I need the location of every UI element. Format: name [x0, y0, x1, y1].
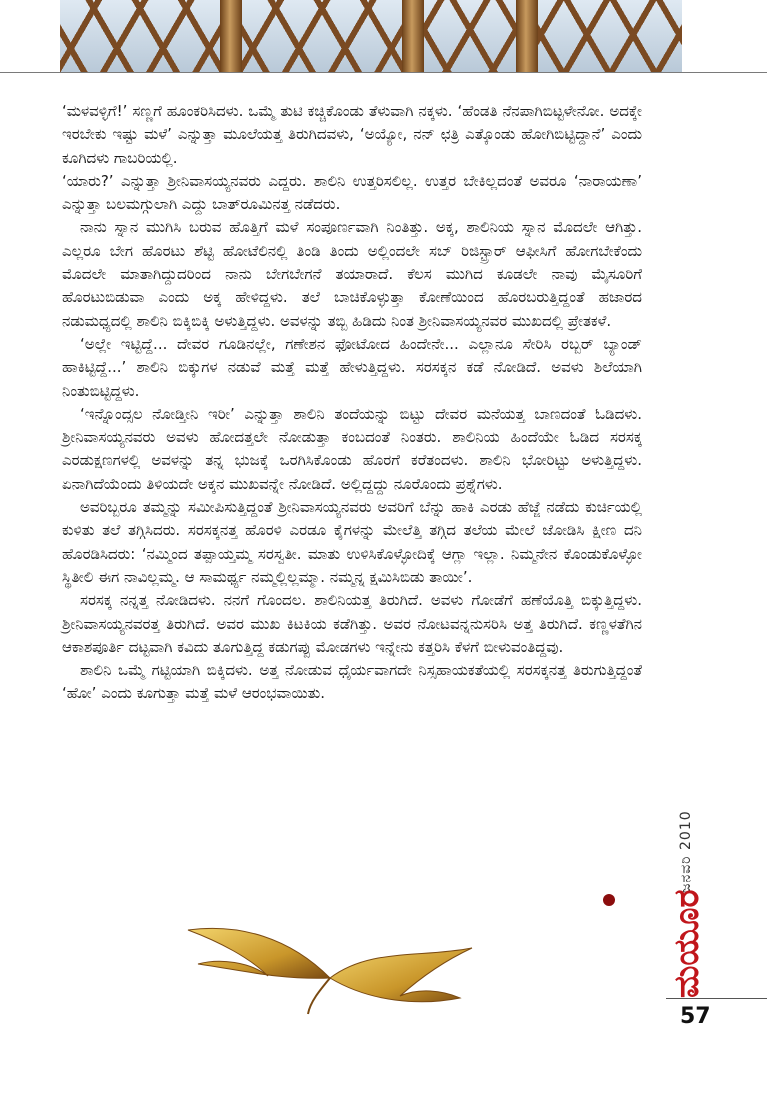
end-mark-dot — [603, 894, 615, 906]
paragraph: ಅವರಿಬ್ಬರೂ ತಮ್ಮನ್ನು ಸಮೀಪಿಸುತ್ತಿದ್ದಂತೆ ಶ್ರೀನಿವಾಸಯ್ಯನವರು ಅವರಿಗೆ ಬೆನ್ನು ಹಾಕಿ ಎರಡು ಹೆಜ್ಜೆ ನಡೆದು ಕುರ್ಚಿಯಲ್ಲಿ ಕುಳಿತು ತಲೆ ತಗ್ಗಿಸಿದರು. ಸರಸಕ್ಕನತ್ತ ಹೊರಳಿ ಎರಡೂ ಕೈಗಳನ್ನು ಮೇಲೆತ್ತಿ ತಗ್ಗಿದ ತಲೆಯ ಮೇಲೆ ಜೋಡಿಸಿ ಕ್ಷೀಣ ದನಿ ಹೊರಡಿಸಿದರು: ‘ನಮ್ಮಿಂದ ತಪ್ಪಾಯ್ತಮ್ಮ ಸರಸ್ವತೀ. ಮಾತು ಉಳಿಸಿಕೊಳ್ಳೋದಿಕ್ಕೆ ಆಗ್ಲಾ ಇಲ್ಲಾ. ನಿಮ್ಮನೇನ ಕೊಂಡುಕೊಳ್ಳೋ ಸ್ಥಿತೀಲಿ ಈಗ ನಾವಿಲ್ಲಮ್ಮ. ಆ ಸಾಮರ್ಥ್ಯ ನಮ್ಮಲ್ಲಿಲ್ಲಮ್ಮಾ. ನಮ್ಮನ್ನ ಕ್ಷಮಿಸಿಬಿಡು ತಾಯೀ’. — [62, 498, 642, 586]
paragraph: ಶಾಲಿನಿ ಒಮ್ಮೆ ಗಟ್ಟಿಯಾಗಿ ಬಿಕ್ಕಿದಳು. ಅತ್ತ ನೋಡುವ ಧೈರ್ಯವಾಗದೇ ನಿಸ್ಸಹಾಯಕತೆಯಲ್ಲಿ ಸರಸಕ್ಕನತ್ತ ತಿರುಗುತ್ತಿದ್ದಂತೆ ‘ಹೋ’ ಎಂದು ಕೂಗುತ್ತಾ ಮತ್ತೆ ಮಳೆ ಆರಂಭವಾಯಿತು. — [62, 661, 642, 703]
issue-date: ಜನವರಿ 2010 — [678, 810, 694, 893]
paragraph: ‘ಇನ್ನೊಂದ್ಸಲ ನೋಡ್ತೀನಿ ಇರೀ’ ಎನ್ನುತ್ತಾ ಶಾಲಿನಿ ತಂದೆಯನ್ನು ಬಿಟ್ಟು ದೇವರ ಮನೆಯತ್ತ ಬಾಣದಂತೆ ಓಡಿದಳು. ಶ್ರೀನಿವಾಸಯ್ಯನವರು ಅವಳು ಹೋದತ್ತಲೇ ನೋಡುತ್ತಾ ಕಂಬದಂತೆ ನಿಂತರು. ಶಾಲಿನಿಯ ಹಿಂದೆಯೇ ಓಡಿದ ಸರಸಕ್ಕ ಎರಡುಕ್ಷಣಗಳಲ್ಲಿ ಅವಳನ್ನು ತನ್ನ ಭುಜಕ್ಕೆ ಒರಗಿಸಿಕೊಂಡು ಹೊರಗೆ ಕರೆತಂದಳು. ಶಾಲಿನಿ ಭೋರಿಟ್ಟು ಅಳುತ್ತಿದ್ದಳು. ಏನಾಗಿದೆಯೆಂದು ತಿಳಿಯದೇ ಅಕ್ಕನ ಮುಖವನ್ನೇ ನೋಡಿದೆ. ಅಲ್ಲಿದ್ದದ್ದು ನೂರೊಂದು ಪ್ರಶ್ನೆಗಳು. — [62, 404, 642, 493]
magazine-logo: ಮಯೂರ — [667, 889, 707, 998]
article-body — [62, 100, 642, 706]
lattice-window-1 — [60, 0, 220, 72]
leaf-ornament-icon — [180, 918, 480, 1016]
lattice-window-2 — [242, 0, 402, 72]
lattice-window-4 — [538, 0, 682, 72]
header-rule — [0, 72, 767, 73]
pillar-2 — [402, 0, 424, 72]
paragraph: ‘ಯಾರು?’ ಎನ್ನುತ್ತಾ ಶ್ರೀನಿವಾಸಯ್ಯನವರು ಎದ್ದರು. ಶಾಲಿನಿ ಉತ್ತರಿಸಲಿಲ್ಲ. ಉತ್ತರ ಬೇಕಿಲ್ಲದಂತೆ ಅವರೂ ‘ನಾರಾಯಣಾ’ ಎನ್ನುತ್ತಾ ಬಲಮಗ್ಗುಲಾಗಿ ಎದ್ದು ಬಾತ್‌ರೂಮಿನತ್ತ ನಡೆದರು. — [62, 171, 642, 214]
paragraph: ‘ಮಳವಳ್ಳಿಗೆ!’ ಸಣ್ಣಗೆ ಹೂಂಕರಿಸಿದಳು. ಒಮ್ಮೆ ತುಟಿ ಕಚ್ಚಿಕೊಂಡು ತೆಳುವಾಗಿ ನಕ್ಕಳು. ‘ಹೆಂಡತಿ ನೆನಪಾಗಿಬಿಟ್ಟಳೇನೋ. ಅದಕ್ಕೇ ಇರಬೇಕು ಇಷ್ಟು ಮಳೆ’ ಎನ್ನುತ್ತಾ ಮೂಲೆಯತ್ತ ತಿರುಗಿದವಳು, ‘ಅಯ್ಯೋ, ನನ್ ಛತ್ರಿ ಎತ್ಕೊಂಡು ಹೋಗಿಬಿಟ್ಟಿದ್ದಾನೆ’ ಎಂದು ಕೂಗಿದಳು ಗಾಬರಿಯಲ್ಲಿ. — [62, 102, 642, 167]
pillar-1 — [220, 0, 242, 72]
pillar-3 — [516, 0, 538, 72]
paragraph: ಸರಸಕ್ಕ ನನ್ನತ್ತ ನೋಡಿದಳು. ನನಗೆ ಗೊಂದಲ. ಶಾಲಿನಿಯತ್ತ ತಿರುಗಿದೆ. ಅವಳು ಗೋಡೆಗೆ ಹಣೆಯೊತ್ತಿ ಬಿಕ್ಕುತ್ತಿದ್ದಳು. ಶ್ರೀನಿವಾಸಯ್ಯನವರತ್ತ ತಿರುಗಿದೆ. ಅವರ ಮುಖ ಕಿಟಕಿಯ ಕಡೆಗಿತ್ತು. ಅವರ ನೋಟವನ್ನನುಸರಿಸಿ ಅತ್ತ ತಿರುಗಿದೆ. ಕಣ್ಣಳತೆಗಿನ ಆಕಾಶಪೂರ್ತಿ ದಟ್ಟವಾಗಿ ಕವಿದು ತೂಗುತ್ತಿದ್ದ ಕಡುಗಪ್ಪು ಮೋಡಗಳು ಇನ್ನೇನು ಕತ್ತರಿಸಿ ಕೆಳಗೆ ಬೀಳುವಂತಿದ್ದವು. — [62, 591, 642, 656]
sidebar — [662, 798, 712, 998]
paragraph: ನಾನು ಸ್ನಾನ ಮುಗಿಸಿ ಬರುವ ಹೊತ್ತಿಗೆ ಮಳೆ ಸಂಪೂರ್ಣವಾಗಿ ನಿಂತಿತ್ತು. ಅಕ್ಕ, ಶಾಲಿನಿಯ ಸ್ನಾನ ಮೊದಲೇ ಆಗಿತ್ತು. ಎಲ್ಲರೂ ಬೇಗ ಹೊರಟು ಶೆಟ್ಟಿ ಹೋಟೆಲಿನಲ್ಲಿ ತಿಂಡಿ ತಿಂದು ಅಲ್ಲಿಂದಲೇ ಸಬ್ ರಿಜಿಸ್ಟ್ರಾರ್ ಆಫೀಸಿಗೆ ಹೋಗಬೇಕೆಂದು ಮೊದಲೇ ಮಾತಾಗಿದ್ದುದರಿಂದ ನಾನು ಬೇಗಬೇಗನೆ ತಯಾರಾದೆ. ಕೆಲಸ ಮುಗಿದ ಕೂಡಲೇ ನಾವು ಮೈಸೂರಿಗೆ ಹೊರಟುಬಿಡುವಾ ಎಂದು ಅಕ್ಕ ಹೇಳಿದ್ದಳು. ತಲೆ ಬಾಚಿಕೊಳ್ಳುತ್ತಾ ಕೋಣೆಯಿಂದ ಹೊರಬರುತ್ತಿದ್ದಂತೆ ಹಜಾರದ ನಡುಮಧ್ಯದಲ್ಲಿ ಶಾಲಿನಿ ಬಿಕ್ಕಿಬಿಕ್ಕಿ ಅಳುತ್ತಿದ್ದಳು. ಅವಳನ್ನು ತಬ್ಬಿ ಹಿಡಿದು ನಿಂತ ಶ್ರೀನಿವಾಸಯ್ಯನವರ ಮುಖದಲ್ಲಿ ಪ್ರೇತಕಳೆ. — [62, 218, 642, 330]
header-banner — [60, 0, 682, 72]
paragraph: ‘ಅಲ್ಲೇ ಇಟ್ಟಿದ್ದೆ... ದೇವರ ಗೂಡಿನಲ್ಲೇ, ಗಣೇಶನ ಫೋಟೋದ ಹಿಂದೇನೇ... ಎಲ್ಲಾನೂ ಸೇರಿಸಿ ರಬ್ಬರ್ ಬ್ಯಾಂಡ್ ಹಾಕಿಟ್ಟಿದ್ದೆ...’ ಶಾಲಿನಿ ಬಿಕ್ಕುಗಳ ನಡುವೆ ಮತ್ತೆ ಮತ್ತೆ ಹೇಳುತ್ತಿದ್ದಳು. ಸರಸಕ್ಕನ ಕಡೆ ನೋಡಿದೆ. ಅವಳು ಶಿಲೆಯಾಗಿ ನಿಂತುಬಿಟ್ಟಿದ್ದಳು. — [62, 334, 642, 400]
footer-rule — [666, 998, 767, 999]
page-number: 57 — [680, 1004, 711, 1029]
lattice-window-3 — [424, 0, 516, 72]
